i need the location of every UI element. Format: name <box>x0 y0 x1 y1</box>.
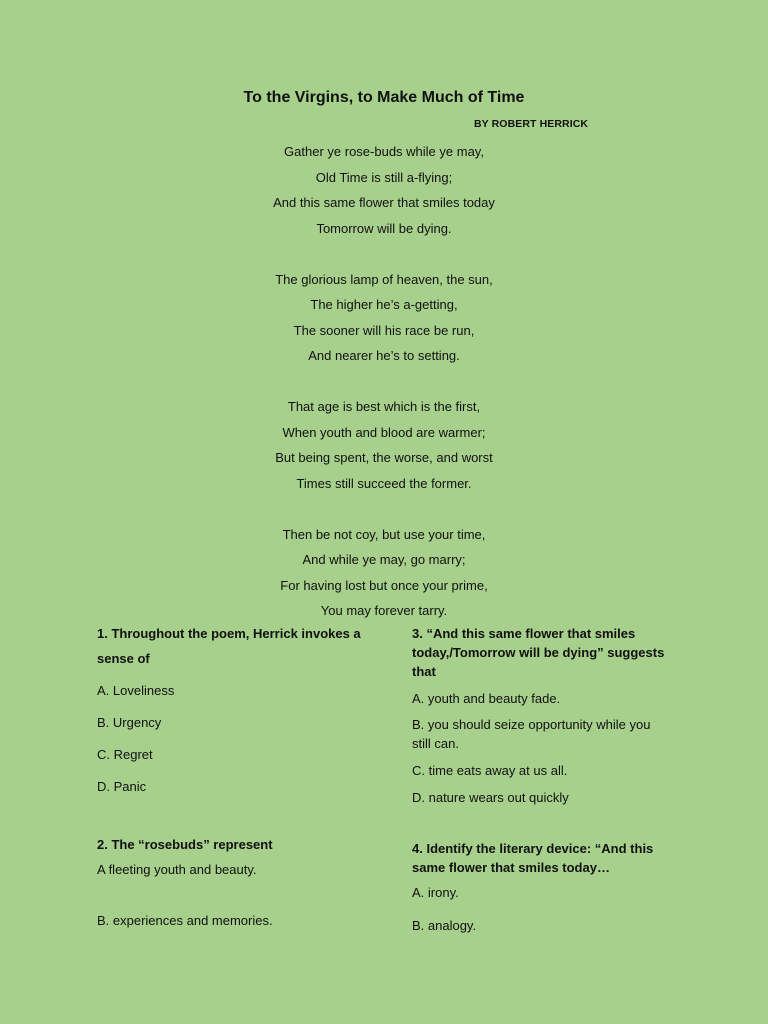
question-1-stem: 1. Throughout the poem, Herrick invokes a <box>97 626 361 641</box>
question-3-option: C. time eats away at us all. <box>412 763 568 778</box>
poem-author: BY ROBERT HERRICK <box>474 118 589 130</box>
poem-line: For having lost but once your prime, <box>280 577 488 593</box>
question-1-stem: sense of <box>97 651 150 666</box>
question-3-option: A. youth and beauty fade. <box>412 691 561 706</box>
question-1 <box>97 624 397 796</box>
question-3-stem: that <box>412 664 436 679</box>
question-2 <box>97 835 397 930</box>
question-3-stem: today,/Tomorrow will be dying” suggests <box>412 645 665 660</box>
stanza-gap <box>0 496 768 522</box>
question-3-option-cont: still can. <box>412 736 459 751</box>
poem-line: And while ye may, go marry; <box>302 552 466 567</box>
question-1-option: C. Regret <box>97 747 153 762</box>
poem-title: To the Virgins, to Make Much of Time <box>243 89 525 106</box>
poem-line: That age is best which is the first, <box>287 399 481 414</box>
question-4-option: A. irony. <box>412 885 459 900</box>
poem-line: Old Time is still a-flying; <box>315 169 453 185</box>
poem-line: You may forever tarry. <box>320 603 448 618</box>
poem-body <box>0 139 768 624</box>
question-3-option: D. nature wears out quickly <box>412 790 569 805</box>
question-3 <box>412 624 712 807</box>
poem-line: Gather ye rose-buds while ye may, <box>284 144 484 159</box>
poem-line: And nearer he’s to setting. <box>308 348 460 363</box>
stanza-gap <box>0 369 768 395</box>
poem-line: The sooner will his race be run, <box>293 322 475 338</box>
poem-line: The glorious lamp of heaven, the sun, <box>275 271 493 287</box>
question-3-stem: 3. “And this same flower that smiles <box>412 626 636 641</box>
question-4-option: B. analogy. <box>412 918 477 933</box>
question-2-stem: 2. The “rosebuds” represent <box>97 837 273 852</box>
question-1-option: D. Panic <box>97 779 147 794</box>
stanza-gap <box>0 241 768 267</box>
poem-line: And this same flower that smiles today <box>273 195 495 210</box>
poem-line: But being spent, the worse, and worst <box>275 450 493 465</box>
question-1-option: A. Loveliness <box>97 683 175 698</box>
question-4-stem: 4. Identify the literary device: “And this <box>412 841 654 856</box>
question-1-option: B. Urgency <box>97 715 162 730</box>
question-2-option: A fleeting youth and beauty. <box>97 862 257 877</box>
poem-line: The higher he’s a-getting, <box>310 297 458 312</box>
question-2-option: B. experiences and memories. <box>97 913 273 928</box>
question-4-stem: same flower that smiles today… <box>412 860 610 875</box>
poem-line: Then be not coy, but use your time, <box>282 526 486 542</box>
poem-line: Tomorrow will be dying. <box>316 220 452 236</box>
question-3-option: B. you should seize opportunity while you <box>412 717 651 732</box>
poem-line: When youth and blood are warmer; <box>282 424 486 440</box>
poem-line: Times still succeed the former. <box>296 475 472 491</box>
question-4 <box>412 839 712 935</box>
